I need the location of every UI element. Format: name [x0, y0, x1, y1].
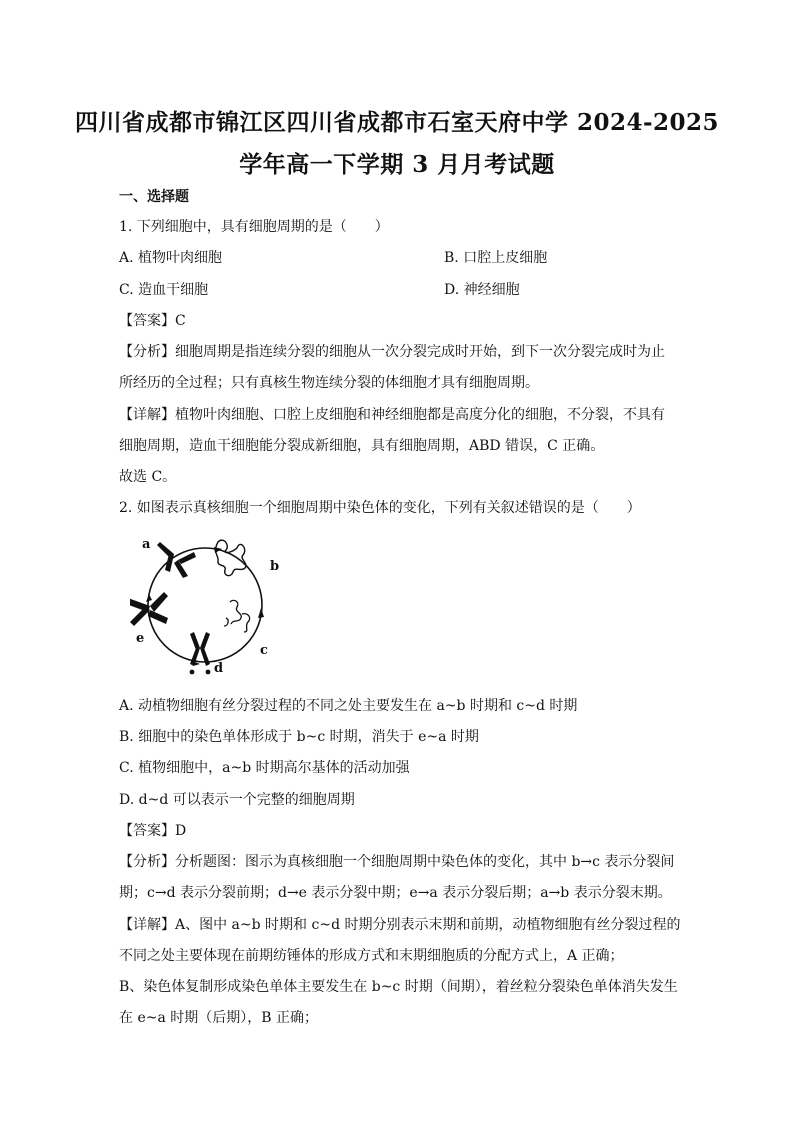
q2-option-c: C. 植物细胞中，a~b 时期高尔基体的活动加强: [119, 760, 410, 776]
q2-detail-line1: 【详解】A、图中 a~b 时期和 c~d 时期分别表示末期和前期，动植物细胞有丝分裂过程的: [119, 917, 681, 933]
doc-title-line2: 学年高一下学期 3 月月考试题: [239, 151, 555, 178]
chromatin-c-icon: [224, 600, 250, 632]
arrow-head-icon: [258, 608, 264, 618]
q1-option-d: D. 神经细胞: [444, 282, 520, 298]
q2-analysis-line2: 期；c→d 表示分裂前期；d→e 表示分裂中期；e→a 表示分裂后期；a→b 表示分裂末期。: [119, 885, 672, 901]
label-a: a: [142, 537, 151, 552]
q1-option-b: B. 口腔上皮细胞: [444, 250, 548, 266]
q1-option-c: C. 造血干细胞: [119, 282, 209, 298]
q1-analysis-line2: 所经历的全过程；只有真核生物连续分裂的体细胞才具有细胞周期。: [119, 375, 539, 391]
q2-option-b: B. 细胞中的染色单体形成于 b~c 时期，消失于 e~a 时期: [119, 729, 479, 745]
q2-detail-line4: 在 e~a 时期（后期），B 正确；: [119, 1010, 319, 1026]
arrow-head-icon: [146, 594, 152, 602]
label-b: b: [270, 559, 280, 574]
q1-detail-line1: 【详解】植物叶肉细胞、口腔上皮细胞和神经细胞都是高度分化的细胞，不分裂，不具有: [119, 407, 665, 423]
q2-detail-line2: 不同之处主要体现在前期纺锤体的形成方式和末期细胞质的分配方式上，A 正确；: [119, 948, 624, 964]
q1-option-a: A. 植物叶肉细胞: [119, 250, 223, 266]
q2-stem: 2. 如图表示真核细胞一个细胞周期中染色体的变化，下列有关叙述错误的是（ ）: [119, 500, 641, 516]
chromosome-a-icon: [157, 542, 196, 578]
doc-title-line1: 四川省成都市锦江区四川省成都市石室天府中学 2024-2025: [74, 109, 720, 136]
cell-cycle-figure: [130, 530, 280, 680]
q1-stem: 1. 下列细胞中，具有细胞周期的是（ ）: [119, 219, 389, 235]
section-heading: 一、选择题: [119, 189, 189, 205]
label-d: d: [214, 661, 224, 676]
chromatin-b-icon: [216, 540, 246, 575]
q1-answer: 【答案】C: [119, 313, 186, 329]
label-c: c: [260, 643, 268, 658]
q2-answer: 【答案】D: [119, 823, 187, 839]
q2-detail-line3: B、染色体复制形成染色单体主要发生在 b~c 时期（间期），着丝粒分裂染色单体消失发生: [119, 979, 678, 995]
q2-option-a: A. 动植物细胞有丝分裂过程的不同之处主要发生在 a~b 时期和 c~d 时期: [119, 698, 578, 714]
q1-analysis-line1: 【分析】细胞周期是指连续分裂的细胞从一次分裂完成时开始，到下一次分裂完成时为止: [119, 344, 665, 360]
q2-analysis-line1: 【分析】分析题图：图示为真核细胞一个细胞周期中染色体的变化，其中 b→c 表示分裂间: [119, 854, 675, 870]
q1-detail-line3: 故选 C。: [119, 469, 177, 485]
label-e: e: [136, 631, 145, 646]
chromosome-d-icon: [190, 632, 211, 674]
q2-option-d: D. d~d 可以表示一个完整的细胞周期: [119, 792, 355, 808]
q1-detail-line2: 细胞周期，造血干细胞能分裂成新细胞，具有细胞周期，ABD 错误，C 正确。: [119, 438, 605, 454]
